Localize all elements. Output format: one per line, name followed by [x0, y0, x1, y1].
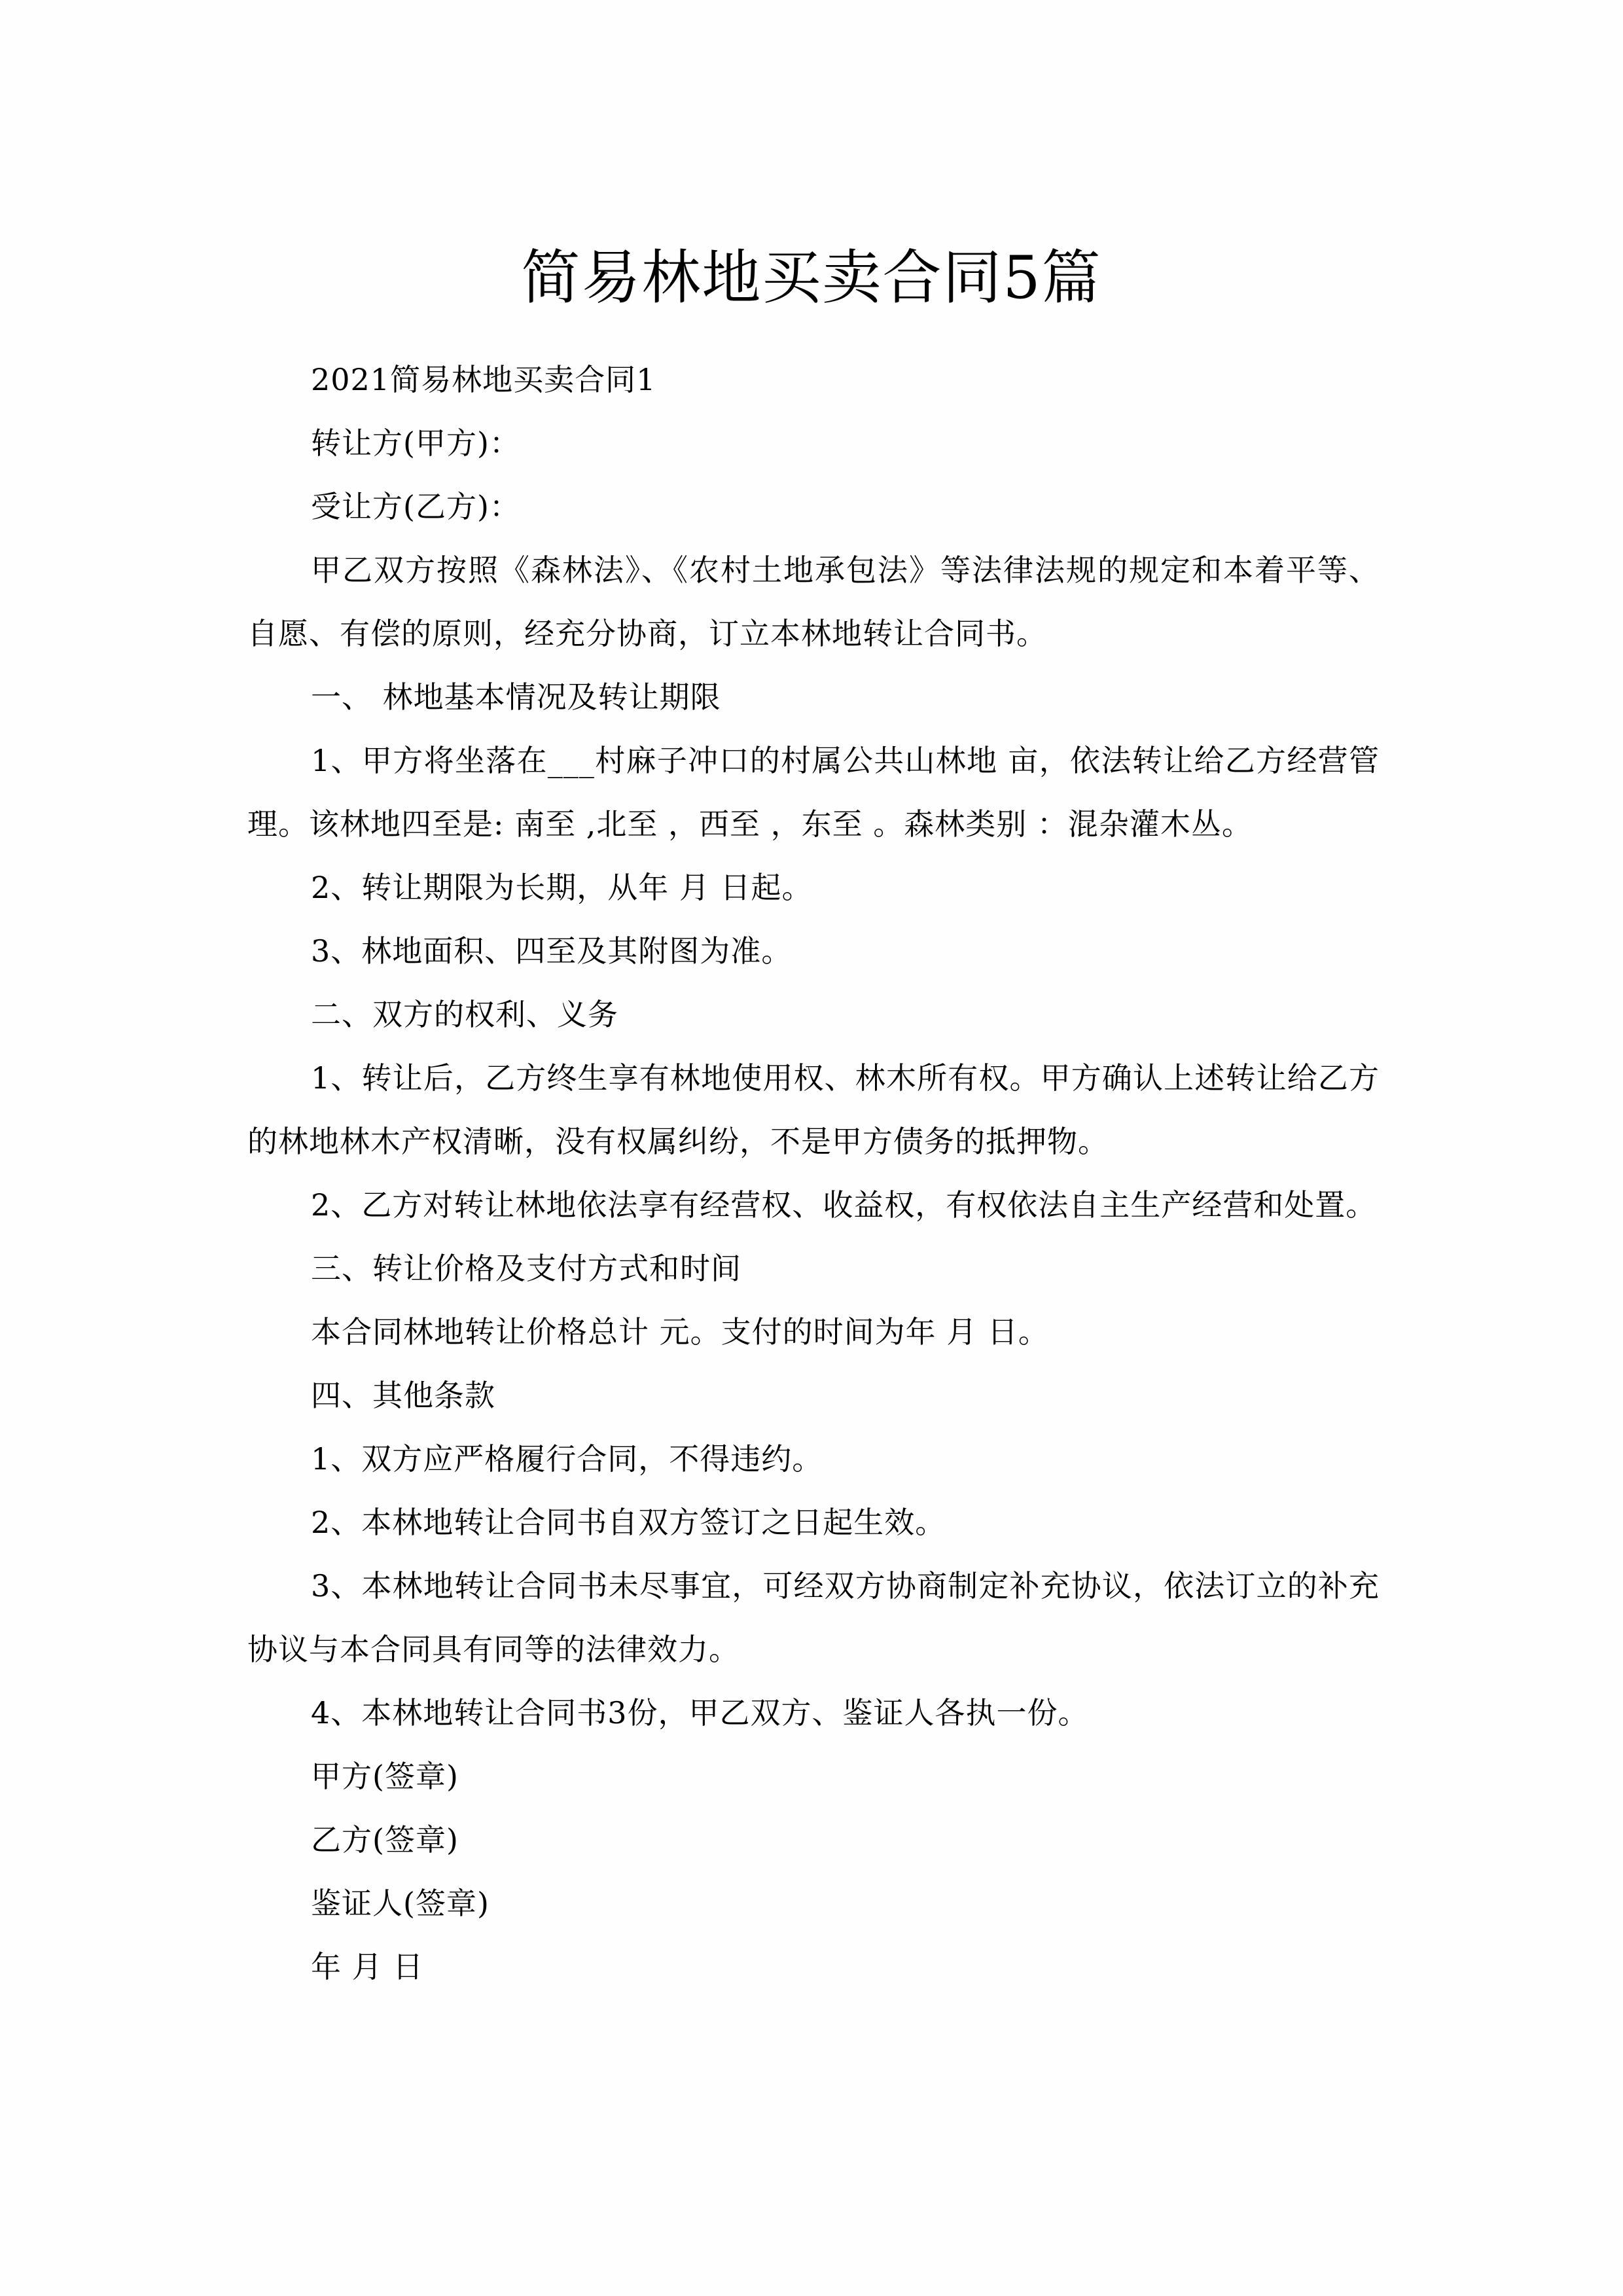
- section-heading-2: 二、双方的权利、义务: [311, 997, 618, 1032]
- section-heading-4: 四、其他条款: [311, 1378, 495, 1413]
- clause-4-4: 4、本林地转让合同书3份，甲乙双方、鉴证人各执一份。: [311, 1695, 1089, 1731]
- clause-1-3: 3、林地面积、四至及其附图为准。: [311, 933, 793, 969]
- signing-date: 年 月 日: [311, 1949, 424, 1984]
- clause-4-1: 1、双方应严格履行合同，不得违约。: [311, 1441, 823, 1477]
- clause-4-2: 2、本林地转让合同书自双方签订之日起生效。: [311, 1505, 946, 1540]
- contract-subtitle: 2021简易林地买卖合同1: [311, 362, 656, 397]
- clause-1-2: 2、转让期限为长期，从年 月 日起。: [311, 870, 813, 905]
- clause-1-1: 1、甲方将坐落在___村麻子冲口的村属公共山林地 亩，依法转让给乙方经营管理。该林地四至是: 南至 ,北至 ，西至 ，东至 。森林类别 ：混杂灌木丛。: [247, 743, 1380, 842]
- clause-2-2: 2、乙方对转让林地依法享有经营权、收益权，有权依法自主生产经营和处置。: [311, 1187, 1377, 1223]
- transferee-line: 受让方(乙方)：: [311, 489, 520, 524]
- document-title: 简易林地买卖合同5篇: [521, 243, 1102, 313]
- transferor-line: 转让方(甲方)：: [311, 425, 520, 461]
- party-b-signature: 乙方(签章): [311, 1822, 459, 1857]
- price-clause: 本合同林地转让价格总计 元。支付的时间为年 月 日。: [311, 1314, 1049, 1350]
- clause-4-3: 3、本林地转让合同书未尽事宜，可经双方协商制定补充协议，依法订立的补充协议与本合同具有同等的法律效力。: [247, 1568, 1380, 1667]
- witness-signature: 鉴证人(签章): [311, 1886, 490, 1921]
- section-heading-1: 一、 林地基本情况及转让期限: [311, 679, 721, 715]
- party-a-signature: 甲方(签章): [311, 1759, 459, 1794]
- clause-2-1: 1、转让后，乙方终生享有林地使用权、林木所有权。甲方确认上述转让给乙方的林地林木产权清晰，没有权属纠纷，不是甲方债务的抵押物。: [247, 1060, 1380, 1159]
- document-body: [247, 348, 1380, 1999]
- preamble-paragraph: 甲乙双方按照《森林法》、《农村土地承包法》等法律法规的规定和本着平等、自愿、有偿的原则，经充分协商，订立本林地转让合同书。: [247, 552, 1380, 651]
- section-heading-3: 三、转让价格及支付方式和时间: [311, 1251, 741, 1286]
